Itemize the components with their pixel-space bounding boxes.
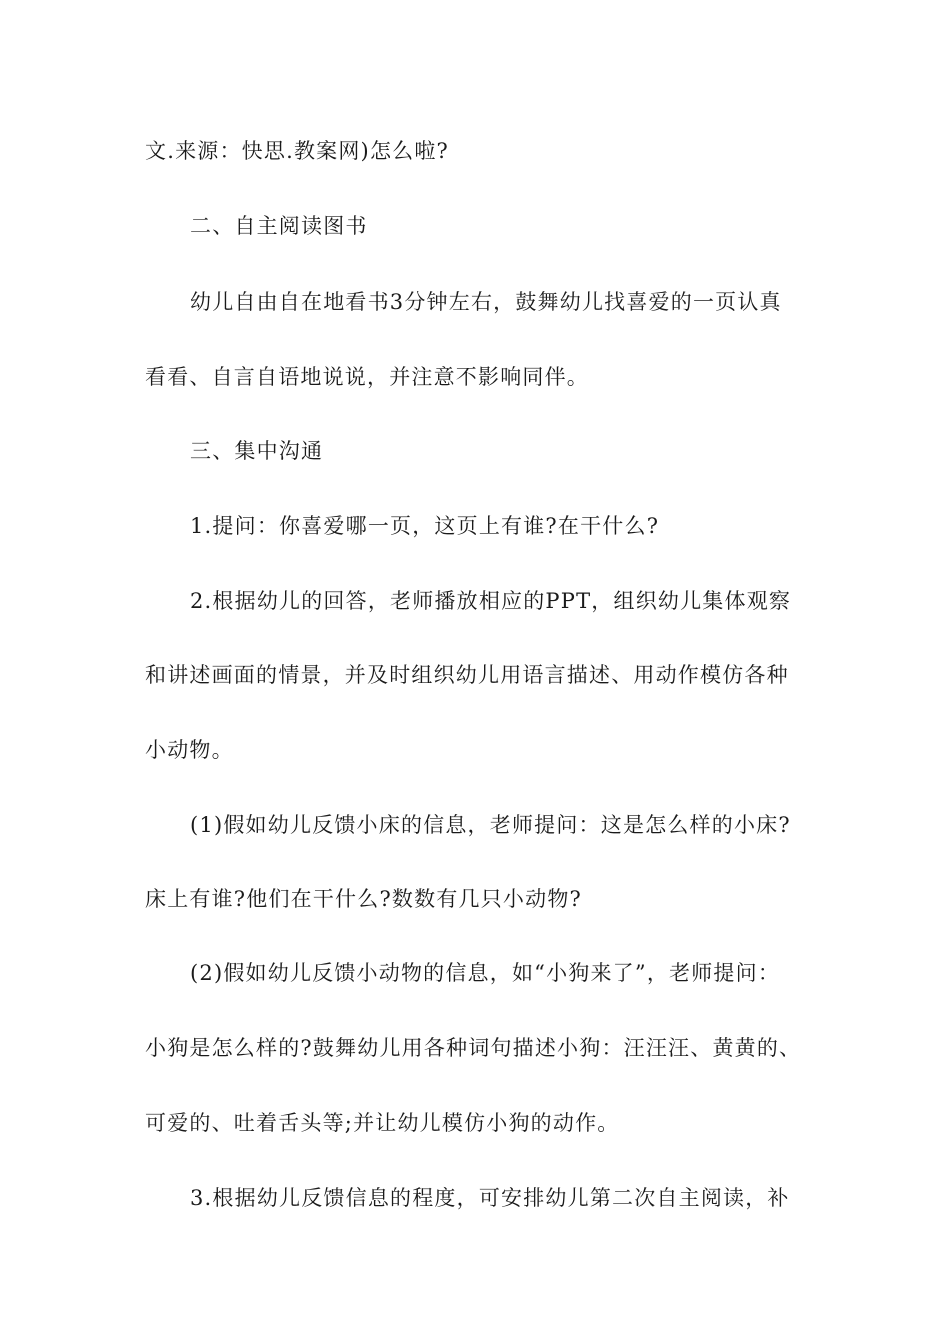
text-line-10: (1)假如幼儿反馈小床的信息，老师提问：这是怎么样的小床? — [190, 813, 791, 837]
text-line-15: 3.根据幼儿反馈信息的程度，可安排幼儿第二次自主阅读，补 — [190, 1186, 790, 1210]
text-line-3: 幼儿自由自在地看书3分钟左右，鼓舞幼儿找喜爱的一页认真 — [190, 290, 782, 314]
text-line-12: (2)假如幼儿反馈小动物的信息，如“小狗来了”，老师提问： — [190, 961, 781, 985]
text-line-4: 看看、自言自语地说说，并注意不影响同伴。 — [145, 365, 589, 389]
text-line-13: 小狗是怎么样的?鼓舞幼儿用各种词句描述小狗：汪汪汪、黄黄的、 — [145, 1036, 802, 1060]
text-line-6: 1.提问：你喜爱哪一页，这页上有谁?在干什么? — [190, 514, 660, 538]
text-line-7: 2.根据幼儿的回答，老师播放相应的PPT，组织幼儿集体观察 — [190, 589, 792, 613]
text-line-8: 和讲述画面的情景，并及时组织幼儿用语言描述、用动作模仿各种 — [145, 663, 789, 687]
section-heading-3: 三、集中沟通 — [190, 439, 324, 463]
section-heading-2: 二、自主阅读图书 — [190, 214, 368, 238]
text-line-1: 文.来源：快思.教案网)怎么啦? — [145, 139, 450, 163]
text-line-14: 可爱的、吐着舌头等;并让幼儿模仿小狗的动作。 — [145, 1111, 620, 1135]
text-line-11: 床上有谁?他们在干什么?数数有几只小动物? — [145, 887, 582, 911]
text-line-9: 小动物。 — [145, 738, 234, 762]
